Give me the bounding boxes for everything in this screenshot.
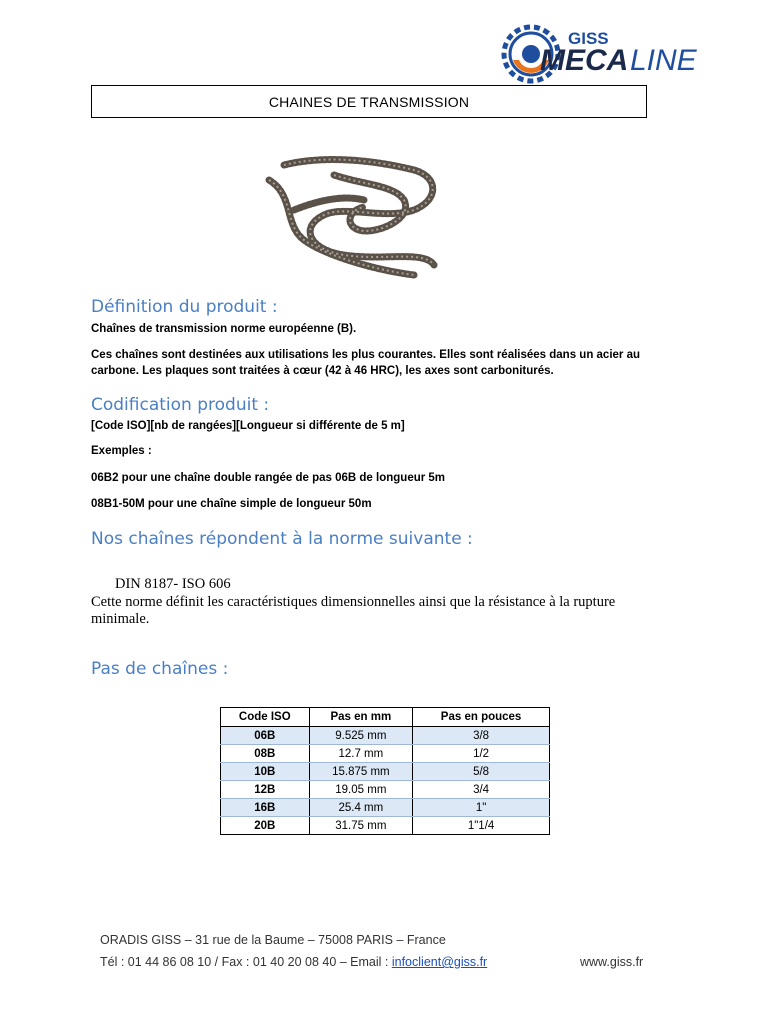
pas-heading: Pas de chaînes : — [91, 659, 229, 679]
brand-logo — [500, 22, 722, 84]
example-1: 06B2 pour une chaîne double rangée de pas 06B de longueur 5m — [91, 472, 446, 484]
table-row — [221, 745, 550, 763]
norme-text-line1: Cette norme définit les caractéristiques dimensionnelles ainsi que la résistance à la rupture — [91, 594, 616, 610]
chain-product-image — [264, 155, 444, 285]
codification-heading: Codification produit : — [91, 395, 270, 415]
header-code-iso: Code ISO — [221, 708, 310, 727]
norme-heading: Nos chaînes répondent à la norme suivante : — [91, 529, 473, 549]
cell-mm: 31.75 mm — [309, 817, 413, 835]
cell-inches: 1"1/4 — [413, 817, 550, 835]
footer — [100, 929, 660, 973]
cell-mm: 25.4 mm — [309, 799, 413, 817]
examples-label: Exemples : — [91, 445, 152, 457]
cell-code: 06B — [221, 727, 310, 745]
page-title-text: CHAINES DE TRANSMISSION — [268, 93, 470, 110]
cell-mm: 19.05 mm — [309, 781, 413, 799]
cell-inches: 1/2 — [413, 745, 550, 763]
cell-inches: 3/4 — [413, 781, 550, 799]
cell-inches: 5/8 — [413, 763, 550, 781]
table-row — [221, 817, 550, 835]
logo-giss: GISS — [568, 29, 609, 48]
definition-line1: Chaînes de transmission norme européenne (B). — [91, 323, 357, 335]
footer-contact-text: Tél : 01 44 86 08 10 / Fax : 01 40 20 08 40 – Email : — [100, 955, 392, 969]
cell-mm: 9.525 mm — [309, 727, 413, 745]
cell-mm: 12.7 mm — [309, 745, 413, 763]
definition-line3: carbone. Les plaques sont traitées à cœur (42 à 46 HRC), les axes sont carboniturés. — [91, 365, 554, 377]
definition-line2: Ces chaînes sont destinées aux utilisations les plus courantes. Elles sont réalisées dans un acier au — [91, 349, 641, 361]
cell-mm: 15.875 mm — [309, 763, 413, 781]
table-row — [221, 781, 550, 799]
header-pas-mm: Pas en mm — [309, 708, 413, 727]
table-header-row — [221, 708, 550, 727]
logo-meca: MECA — [540, 44, 629, 77]
cell-code: 20B — [221, 817, 310, 835]
table-row — [221, 727, 550, 745]
page-title — [91, 85, 647, 118]
cell-inches: 3/8 — [413, 727, 550, 745]
cell-code: 12B — [221, 781, 310, 799]
table-row — [221, 799, 550, 817]
cell-code: 10B — [221, 763, 310, 781]
pitch-table — [220, 707, 550, 835]
header-pas-pouces: Pas en pouces — [413, 708, 550, 727]
footer-email-link[interactable]: infoclient@giss.fr — [391, 955, 488, 969]
cell-code: 16B — [221, 799, 310, 817]
cell-code: 08B — [221, 745, 310, 763]
norme-text-line2: minimale. — [91, 611, 150, 627]
footer-contact — [100, 951, 660, 973]
example-2: 08B1-50M pour une chaîne simple de longueur 50m — [91, 498, 372, 510]
logo-line: LINE — [630, 44, 697, 77]
cell-inches: 1" — [413, 799, 550, 817]
table-row — [221, 763, 550, 781]
footer-website[interactable]: www.giss.fr — [580, 955, 644, 969]
norme-standard: DIN 8187- ISO 606 — [115, 576, 231, 592]
codification-format: [Code ISO][nb de rangées][Longueur si différente de 5 m] — [91, 420, 405, 432]
definition-heading: Définition du produit : — [91, 297, 278, 317]
footer-address: ORADIS GISS – 31 rue de la Baume – 75008 PARIS – France — [100, 933, 446, 947]
